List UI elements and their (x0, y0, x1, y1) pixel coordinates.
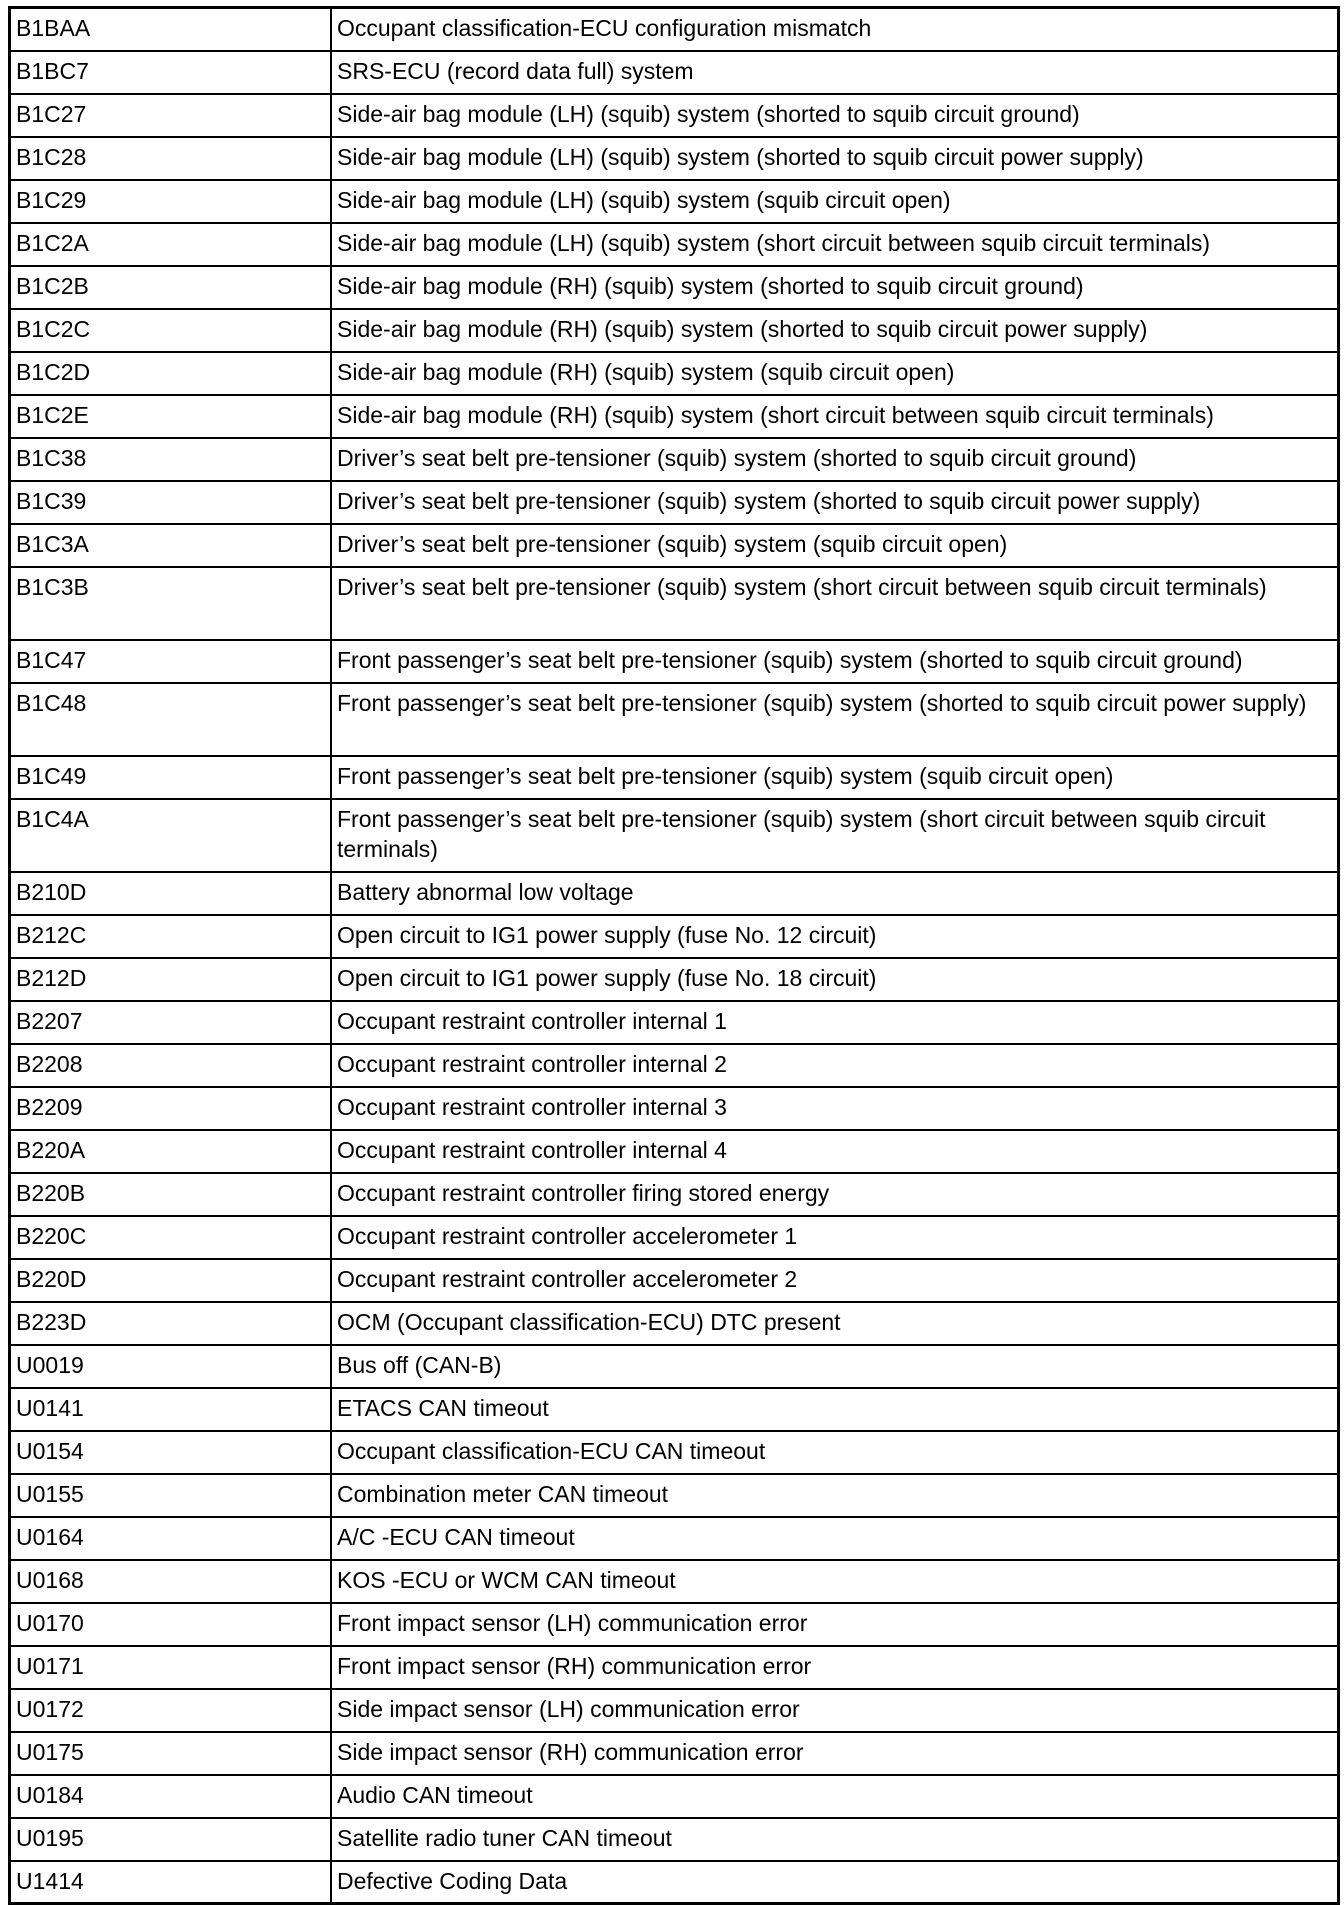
dtc-description-cell: Side-air bag module (LH) (squib) system (shorted to squib circuit ground) (331, 94, 1339, 137)
dtc-description-cell: Audio CAN timeout (331, 1775, 1339, 1818)
dtc-code-cell: U0170 (10, 1603, 332, 1646)
dtc-code-cell: B2207 (10, 1001, 332, 1044)
dtc-description-cell: Bus off (CAN-B) (331, 1345, 1339, 1388)
table-row (10, 1431, 1339, 1474)
dtc-description-cell: ETACS CAN timeout (331, 1388, 1339, 1431)
table-row (10, 524, 1339, 567)
table-row (10, 756, 1339, 799)
dtc-description-cell: Side-air bag module (LH) (squib) system (short circuit between squib circuit terminals) (331, 223, 1339, 266)
table-row (10, 51, 1339, 94)
table-row (10, 1345, 1339, 1388)
dtc-description-cell: Side-air bag module (RH) (squib) system (shorted to squib circuit power supply) (331, 309, 1339, 352)
dtc-code-cell: U0141 (10, 1388, 332, 1431)
table-row (10, 8, 1339, 51)
dtc-description-cell: Front impact sensor (RH) communication error (331, 1646, 1339, 1689)
table-row (10, 1087, 1339, 1130)
dtc-table (8, 6, 1340, 1905)
dtc-description-cell: Occupant restraint controller internal 2 (331, 1044, 1339, 1087)
dtc-description-cell: Side-air bag module (RH) (squib) system (squib circuit open) (331, 352, 1339, 395)
dtc-code-cell: B1C3B (10, 567, 332, 640)
table-row (10, 1517, 1339, 1560)
dtc-description-cell: Occupant classification-ECU configuration mismatch (331, 8, 1339, 51)
table-row (10, 1216, 1339, 1259)
table-row (10, 1130, 1339, 1173)
dtc-description-cell: Front passenger’s seat belt pre-tensioner (squib) system (shorted to squib circuit ground) (331, 640, 1339, 683)
table-row (10, 1173, 1339, 1216)
dtc-description-cell: KOS -ECU or WCM CAN timeout (331, 1560, 1339, 1603)
table-row (10, 1861, 1339, 1904)
table-row (10, 1474, 1339, 1517)
dtc-description-cell: Front passenger’s seat belt pre-tensioner (squib) system (shorted to squib circuit power supply) (331, 683, 1339, 756)
dtc-code-cell: U0195 (10, 1818, 332, 1861)
table-row (10, 683, 1339, 756)
table-row (10, 1259, 1339, 1302)
dtc-description-cell: Occupant restraint controller internal 3 (331, 1087, 1339, 1130)
dtc-code-cell: B1BAA (10, 8, 332, 51)
table-row (10, 567, 1339, 640)
dtc-code-cell: B1C49 (10, 756, 332, 799)
dtc-code-cell: B1C2E (10, 395, 332, 438)
dtc-description-cell: Side impact sensor (LH) communication error (331, 1689, 1339, 1732)
dtc-description-cell: Open circuit to IG1 power supply (fuse No. 18 circuit) (331, 958, 1339, 1001)
dtc-description-cell: Satellite radio tuner CAN timeout (331, 1818, 1339, 1861)
dtc-code-cell: B2208 (10, 1044, 332, 1087)
table-row (10, 1732, 1339, 1775)
dtc-code-cell: U0184 (10, 1775, 332, 1818)
table-row (10, 266, 1339, 309)
dtc-code-cell: B1C27 (10, 94, 332, 137)
dtc-code-cell: B220D (10, 1259, 332, 1302)
dtc-code-cell: U1414 (10, 1861, 332, 1904)
dtc-code-cell: B212C (10, 915, 332, 958)
dtc-description-cell: OCM (Occupant classification-ECU) DTC present (331, 1302, 1339, 1345)
table-row (10, 137, 1339, 180)
table-row (10, 180, 1339, 223)
table-row (10, 1302, 1339, 1345)
table-row (10, 1775, 1339, 1818)
table-row (10, 799, 1339, 872)
table-row (10, 915, 1339, 958)
dtc-description-cell: Open circuit to IG1 power supply (fuse No. 12 circuit) (331, 915, 1339, 958)
dtc-code-cell: U0155 (10, 1474, 332, 1517)
dtc-code-cell: U0019 (10, 1345, 332, 1388)
dtc-code-cell: B1C2A (10, 223, 332, 266)
dtc-description-cell: Occupant classification-ECU CAN timeout (331, 1431, 1339, 1474)
dtc-code-cell: B1BC7 (10, 51, 332, 94)
dtc-code-cell: B1C38 (10, 438, 332, 481)
dtc-code-cell: B223D (10, 1302, 332, 1345)
dtc-code-cell: B2209 (10, 1087, 332, 1130)
dtc-description-cell: A/C -ECU CAN timeout (331, 1517, 1339, 1560)
dtc-description-cell: Driver’s seat belt pre-tensioner (squib) system (shorted to squib circuit ground) (331, 438, 1339, 481)
dtc-description-cell: Driver’s seat belt pre-tensioner (squib) system (short circuit between squib circuit terminals) (331, 567, 1339, 640)
dtc-code-cell: B1C29 (10, 180, 332, 223)
table-row (10, 872, 1339, 915)
dtc-description-cell: Side-air bag module (RH) (squib) system (short circuit between squib circuit terminals) (331, 395, 1339, 438)
table-row (10, 1001, 1339, 1044)
dtc-description-cell: Front impact sensor (LH) communication error (331, 1603, 1339, 1646)
dtc-description-cell: Driver’s seat belt pre-tensioner (squib) system (squib circuit open) (331, 524, 1339, 567)
dtc-code-cell: U0168 (10, 1560, 332, 1603)
table-row (10, 1560, 1339, 1603)
dtc-code-cell: B1C28 (10, 137, 332, 180)
dtc-description-cell: Occupant restraint controller accelerometer 1 (331, 1216, 1339, 1259)
dtc-description-cell: Occupant restraint controller internal 4 (331, 1130, 1339, 1173)
dtc-description-cell: Defective Coding Data (331, 1861, 1339, 1904)
dtc-code-cell: B1C2B (10, 266, 332, 309)
table-row (10, 1818, 1339, 1861)
dtc-code-cell: B220C (10, 1216, 332, 1259)
dtc-description-cell: Side-air bag module (LH) (squib) system (squib circuit open) (331, 180, 1339, 223)
table-row (10, 223, 1339, 266)
table-row (10, 958, 1339, 1001)
table-row (10, 94, 1339, 137)
dtc-code-cell: B220A (10, 1130, 332, 1173)
dtc-description-cell: Combination meter CAN timeout (331, 1474, 1339, 1517)
table-row (10, 1603, 1339, 1646)
table-row (10, 438, 1339, 481)
dtc-description-cell: Side-air bag module (RH) (squib) system (shorted to squib circuit ground) (331, 266, 1339, 309)
dtc-code-cell: U0172 (10, 1689, 332, 1732)
dtc-code-cell: B1C39 (10, 481, 332, 524)
dtc-description-cell: Occupant restraint controller accelerometer 2 (331, 1259, 1339, 1302)
dtc-code-cell: U0164 (10, 1517, 332, 1560)
dtc-code-cell: U0175 (10, 1732, 332, 1775)
dtc-code-cell: B212D (10, 958, 332, 1001)
table-row (10, 1388, 1339, 1431)
table-row (10, 352, 1339, 395)
dtc-description-cell: Front passenger’s seat belt pre-tensioner (squib) system (short circuit between squib circuit terminals) (331, 799, 1339, 872)
dtc-table-body (10, 8, 1339, 1904)
table-row (10, 481, 1339, 524)
dtc-code-cell: B1C3A (10, 524, 332, 567)
dtc-code-cell: B1C2C (10, 309, 332, 352)
dtc-code-cell: B1C48 (10, 683, 332, 756)
table-row (10, 309, 1339, 352)
dtc-code-cell: B1C47 (10, 640, 332, 683)
dtc-description-cell: Occupant restraint controller internal 1 (331, 1001, 1339, 1044)
dtc-description-cell: Occupant restraint controller firing stored energy (331, 1173, 1339, 1216)
table-row (10, 640, 1339, 683)
dtc-code-cell: B1C2D (10, 352, 332, 395)
dtc-code-cell: B1C4A (10, 799, 332, 872)
table-row (10, 395, 1339, 438)
dtc-code-cell: U0154 (10, 1431, 332, 1474)
table-row (10, 1646, 1339, 1689)
dtc-code-cell: B210D (10, 872, 332, 915)
dtc-description-cell: SRS-ECU (record data full) system (331, 51, 1339, 94)
dtc-description-cell: Battery abnormal low voltage (331, 872, 1339, 915)
table-row (10, 1689, 1339, 1732)
dtc-code-cell: U0171 (10, 1646, 332, 1689)
dtc-code-cell: B220B (10, 1173, 332, 1216)
table-row (10, 1044, 1339, 1087)
dtc-description-cell: Front passenger’s seat belt pre-tensioner (squib) system (squib circuit open) (331, 756, 1339, 799)
dtc-description-cell: Side impact sensor (RH) communication error (331, 1732, 1339, 1775)
dtc-description-cell: Driver’s seat belt pre-tensioner (squib) system (shorted to squib circuit power supply) (331, 481, 1339, 524)
dtc-description-cell: Side-air bag module (LH) (squib) system (shorted to squib circuit power supply) (331, 137, 1339, 180)
